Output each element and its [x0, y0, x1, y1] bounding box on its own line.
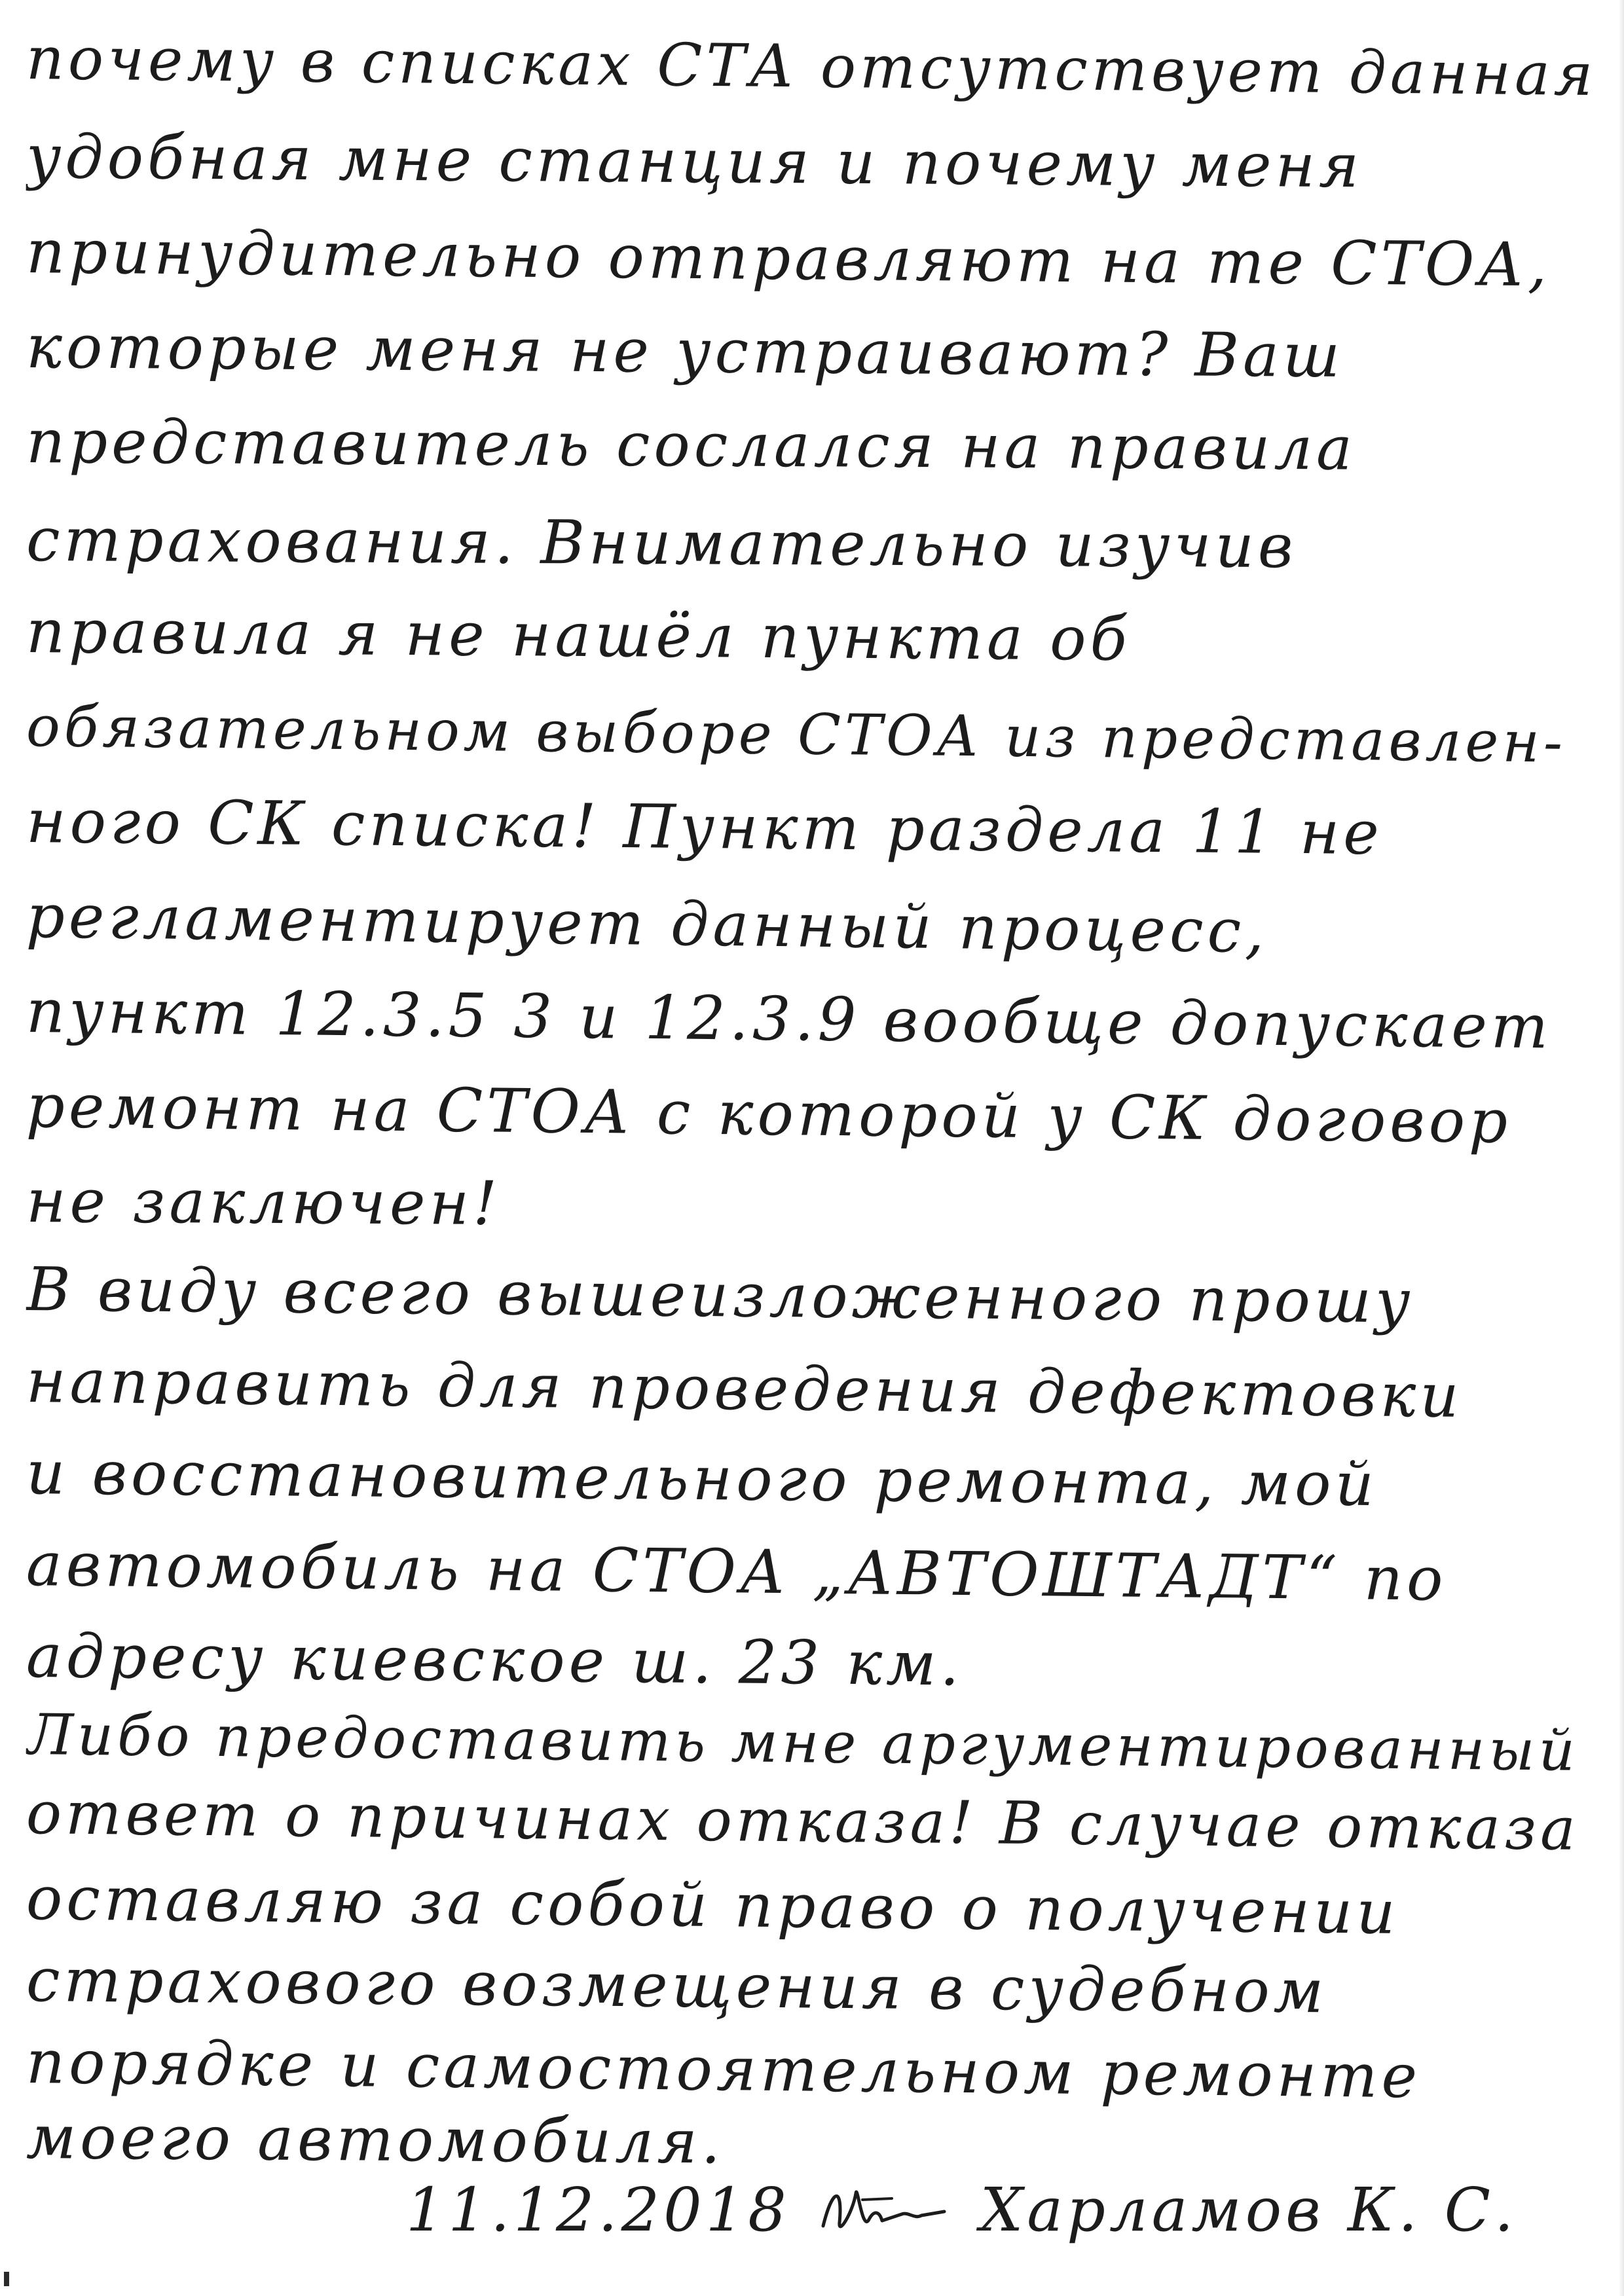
- letter-line-10: регламентирует данный процесс,: [26, 881, 1269, 967]
- letter-line-23: порядке и самостоятельном ремонте: [26, 2027, 1422, 2112]
- scan-mark: [4, 2272, 9, 2286]
- letter-line-18: адресу киевское ш. 23 км.: [26, 1621, 964, 1700]
- letter-line-1: почему в списках СТА отсутствует данная: [26, 24, 1597, 110]
- letter-line-17: автомобиль на СТОА „АВТОШТАДТ“ по: [26, 1529, 1448, 1614]
- letter-line-3: принудительно отправляют на те СТОА,: [26, 217, 1551, 301]
- scan-edge: [1619, 0, 1624, 2296]
- letter-line-24: моего автомобиля.: [26, 2102, 725, 2178]
- letter-line-8: обязательном выборе СТОА из представлен-: [26, 694, 1567, 776]
- letter-line-4: которые меня не устраивают? Ваш: [26, 312, 1344, 392]
- letter-line-14: В виду всего вышеизложенного прошу: [26, 1254, 1414, 1337]
- signature-scribble: [817, 2174, 948, 2246]
- letter-line-2: удобная мне станция и почему меня: [26, 122, 1363, 202]
- letter-line-19: Либо предоставить мне аргументированный: [26, 1702, 1579, 1784]
- letter-line-6: страхования. Внимательно изучив: [26, 505, 1297, 582]
- letter-line-22: страхового возмещения в судебном: [26, 1945, 1328, 2027]
- letter-line-15: направить для проведения дефектовки: [26, 1346, 1464, 1431]
- signature-line: [406, 2160, 1598, 2259]
- letter-line-7: правила я не нашёл пункта об: [26, 596, 1132, 674]
- letter-line-21: оставляю за собой право о получении: [26, 1863, 1400, 1948]
- letter-line-9: ного СК списка! Пункт раздела 11 не: [26, 786, 1384, 869]
- signature-name: Харламов К. С.: [980, 2174, 1518, 2245]
- letter-line-16: и восстановительного ремонта, мой: [26, 1438, 1378, 1520]
- letter-line-12: ремонт на СТОА с которой у СК договор: [26, 1071, 1512, 1157]
- letter-line-11: пункт 12.3.5 3 и 12.3.9 вообще допускает: [26, 976, 1553, 1063]
- letter-line-20: ответ о причинах отказа! В случае отказа: [26, 1779, 1580, 1864]
- signature-date: 11.12.2018: [406, 2174, 790, 2245]
- letter-line-5: представитель сослался на правила: [26, 407, 1357, 484]
- letter-line-13: не заключен!: [26, 1166, 502, 1239]
